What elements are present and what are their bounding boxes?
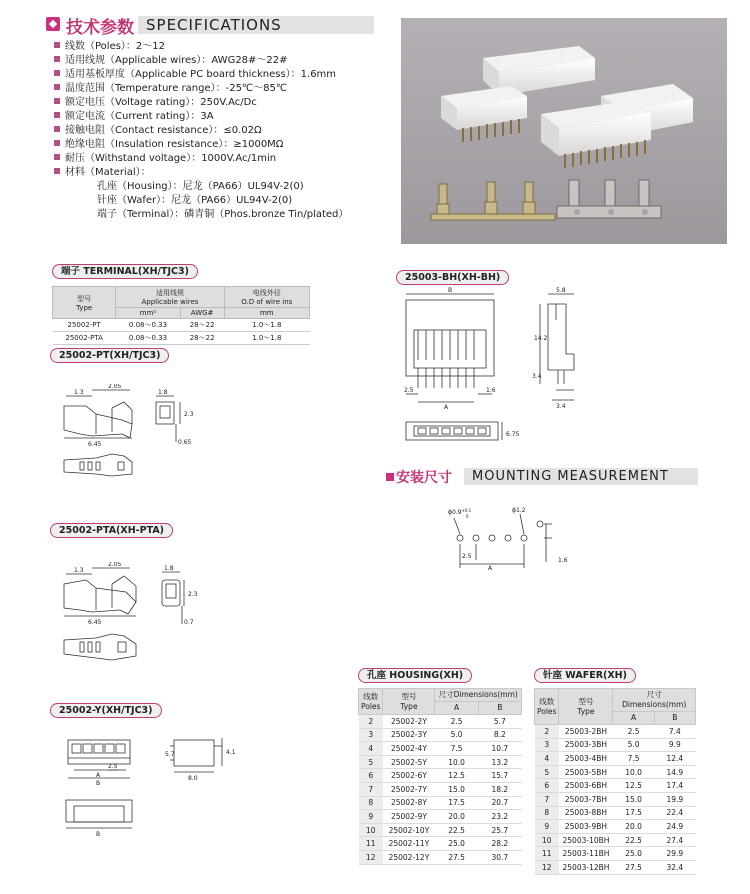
dim-text: B — [448, 287, 453, 294]
spec-item: 线数（Poles）：2～12 — [54, 40, 165, 54]
spec-item: 材料（Material）： — [54, 166, 151, 180]
dim-text: 0.65 — [178, 439, 192, 446]
dim-text: B — [96, 780, 101, 787]
th-wires: 适用线规 Applicable wires — [116, 287, 224, 308]
table-row: 9 25003-9BH 20.0 24.9 — [535, 820, 696, 834]
table-row: 3 25003-3BH 5.0 9.9 — [535, 738, 696, 752]
spec-item: 额定电压（Voltage rating）：250V.Ac/Dc — [54, 96, 257, 110]
table-row: 8 25002-8Y 17.5 20.7 — [359, 796, 522, 810]
bullet-icon — [54, 98, 60, 104]
dim-text: 1.3 — [74, 567, 84, 574]
table-row: 6 25003-6BH 12.5 17.4 — [535, 779, 696, 793]
spec-item: 温度范围（Temperature range）：-25℃～85℃ — [54, 82, 287, 96]
th-dim: 尺寸Dimensions(mm) — [613, 689, 696, 712]
spec-item: 适用基板厚度（Applicable PC board thickness）：1.6mm — [54, 68, 336, 82]
th-dim: 尺寸Dimensions(mm) — [435, 689, 522, 702]
th-poles: 线数 Poles — [359, 689, 383, 715]
th-b: B — [654, 712, 695, 725]
bullet-icon — [54, 70, 60, 76]
bullet-icon — [54, 84, 60, 90]
housing-label: 孔座 HOUSING(XH) — [358, 668, 472, 683]
spec-item: 接触电阻（Contact resistance）：≤0.02Ω — [54, 124, 262, 138]
table-row: 9 25002-9Y 20.0 23.2 — [359, 810, 522, 824]
specs-title-cn: 技术参数 — [66, 18, 134, 38]
pt-drawing — [52, 384, 202, 484]
dim-text: 2.5 — [108, 763, 118, 770]
spec-item: 适用线规（Applicable wires）：AWG28#～22# — [54, 54, 288, 68]
th-od: 电线外径 O.D of wire ins — [224, 287, 309, 308]
dim-text: 1.6 — [486, 387, 496, 394]
product-photo — [401, 18, 727, 244]
mounting-title-en: MOUNTING MEASUREMENT — [472, 469, 669, 484]
dim-text: 3.4 — [532, 373, 542, 380]
dim-text: 1.6 — [558, 557, 568, 564]
spec-item: 耐压（Withstand voltage）：1000V.Ac/1min — [54, 152, 276, 166]
y-label: 25002-Y(XH/TJC3) — [50, 703, 162, 718]
dim-text: 3.4 — [556, 403, 566, 410]
dim-text: 6.45 — [88, 619, 102, 626]
table-row: 2 25003-2BH 2.5 7.4 — [535, 725, 696, 739]
table-row: 10 25002-10Y 22.5 25.7 — [359, 823, 522, 837]
pta-drawing — [52, 562, 202, 682]
th-poles: 线数 Poles — [535, 689, 559, 725]
dim-text: 6.75 — [506, 431, 520, 438]
table-row: 11 25002-11Y 25.0 28.2 — [359, 837, 522, 851]
bullet-icon — [54, 140, 60, 146]
dim-text: 8.0 — [188, 775, 198, 782]
th-type: 型号 Type — [559, 689, 613, 725]
dim-text: 0 — [466, 514, 469, 519]
pta-label: 25002-PTA(XH-PTA) — [50, 523, 173, 538]
section-marker-icon — [46, 17, 60, 31]
table-row: 25002-PT 0.08～0.33 28～22 1.0～1.8 — [53, 319, 310, 332]
dim-text: 2.3 — [184, 411, 194, 418]
bullet-icon — [54, 112, 60, 118]
housing-y-drawing — [52, 726, 252, 846]
table-row: 7 25003-7BH 15.0 19.9 — [535, 792, 696, 806]
th-type: 型号 Type — [53, 287, 116, 319]
dim-text: 14.2 — [534, 335, 548, 342]
terminal-label: 端子 TERMINAL(XH/TJC3) — [52, 264, 198, 279]
table-row: 4 25002-4Y 7.5 10.7 — [359, 742, 522, 756]
dim-text: 2.05 — [108, 562, 122, 568]
th-b: B — [478, 702, 521, 715]
dim-text: 2.05 — [108, 384, 122, 390]
dim-text: 1.8 — [158, 389, 168, 396]
dim-text: A — [96, 772, 101, 779]
table-row: 7 25002-7Y 15.0 18.2 — [359, 782, 522, 796]
table-row: 12 25002-12Y 27.5 30.7 — [359, 850, 522, 864]
wafer-bh-drawing — [398, 284, 598, 454]
specs-title-en: SPECIFICATIONS — [146, 16, 282, 34]
table-row: 2 25002-2Y 2.5 5.7 — [359, 715, 522, 729]
dim-text: 0.7 — [184, 619, 194, 626]
table-row: 5 25003-5BH 10.0 14.9 — [535, 765, 696, 779]
terminal-table — [52, 286, 310, 345]
th-type: 型号 Type — [383, 689, 435, 715]
dim-text: A — [444, 404, 449, 411]
table-row: 25002-PTA 0.08～0.33 28～22 1.0～1.8 — [53, 332, 310, 345]
dim-text: 4.1 — [226, 749, 236, 756]
wafer-label: 针座 WAFER(XH) — [534, 668, 636, 683]
mounting-drawing — [440, 500, 580, 578]
dim-text: 2.3 — [188, 591, 198, 598]
dim-text: ϕ1.2 — [512, 507, 526, 514]
dim-text: 2.5 — [462, 553, 472, 560]
material-terminal: 端子（Terminal）：磷青铜（Phos.bronze Tin/plated） — [97, 209, 349, 220]
dim-text: 1.8 — [164, 565, 174, 572]
table-row: 10 25003-10BH 22.5 27.4 — [535, 833, 696, 847]
spec-item: 额定电流（Current rating）：3A — [54, 110, 214, 124]
spec-item: 绝缘电阻（Insulation resistance）：≥1000MΩ — [54, 138, 283, 152]
material-housing: 孔座（Housing）：尼龙（PA66）UL94V-2(0) — [97, 181, 304, 192]
mounting-marker-icon — [386, 473, 394, 481]
th-a: A — [613, 712, 654, 725]
wafer-table — [534, 688, 696, 875]
dim-text: A — [488, 565, 493, 572]
bullet-icon — [54, 154, 60, 160]
th-a: A — [435, 702, 478, 715]
table-row: 4 25003-4BH 7.5 12.4 — [535, 752, 696, 766]
bullet-icon — [54, 168, 60, 174]
table-row: 12 25003-12BH 27.5 32.4 — [535, 860, 696, 874]
th-od-unit: mm — [224, 308, 309, 319]
th-mm2: mm² — [116, 308, 180, 319]
housing-table — [358, 688, 522, 865]
material-wafer: 针座（Wafer）：尼龙（PA66）UL94V-2(0) — [97, 195, 293, 206]
connector-photo-illustration — [401, 18, 727, 244]
dim-text: 2.5 — [404, 387, 414, 394]
dim-text: B — [96, 831, 101, 838]
dim-text: 5.7 — [165, 751, 175, 758]
bullet-icon — [54, 56, 60, 62]
table-row: 6 25002-6Y 12.5 15.7 — [359, 769, 522, 783]
table-row: 5 25002-5Y 10.0 13.2 — [359, 755, 522, 769]
th-awg: AWG# — [180, 308, 224, 319]
bh-label: 25003-BH(XH-BH) — [396, 270, 509, 285]
bullet-icon — [54, 126, 60, 132]
bullet-icon — [54, 42, 60, 48]
dim-text: 6.45 — [88, 441, 102, 448]
mounting-title-cn: 安装尺寸 — [396, 470, 452, 486]
dim-text: 1.3 — [74, 389, 84, 396]
dim-text: 5.8 — [556, 287, 566, 294]
pt-label: 25002-PT(XH/TJC3) — [50, 348, 169, 363]
table-row: 8 25003-8BH 17.5 22.4 — [535, 806, 696, 820]
table-row: 3 25002-3Y 5.0 8.2 — [359, 728, 522, 742]
dim-text: $\phi 0.9^{+0.1}$ — [448, 508, 472, 516]
table-row: 11 25003-11BH 25.0 29.9 — [535, 847, 696, 861]
